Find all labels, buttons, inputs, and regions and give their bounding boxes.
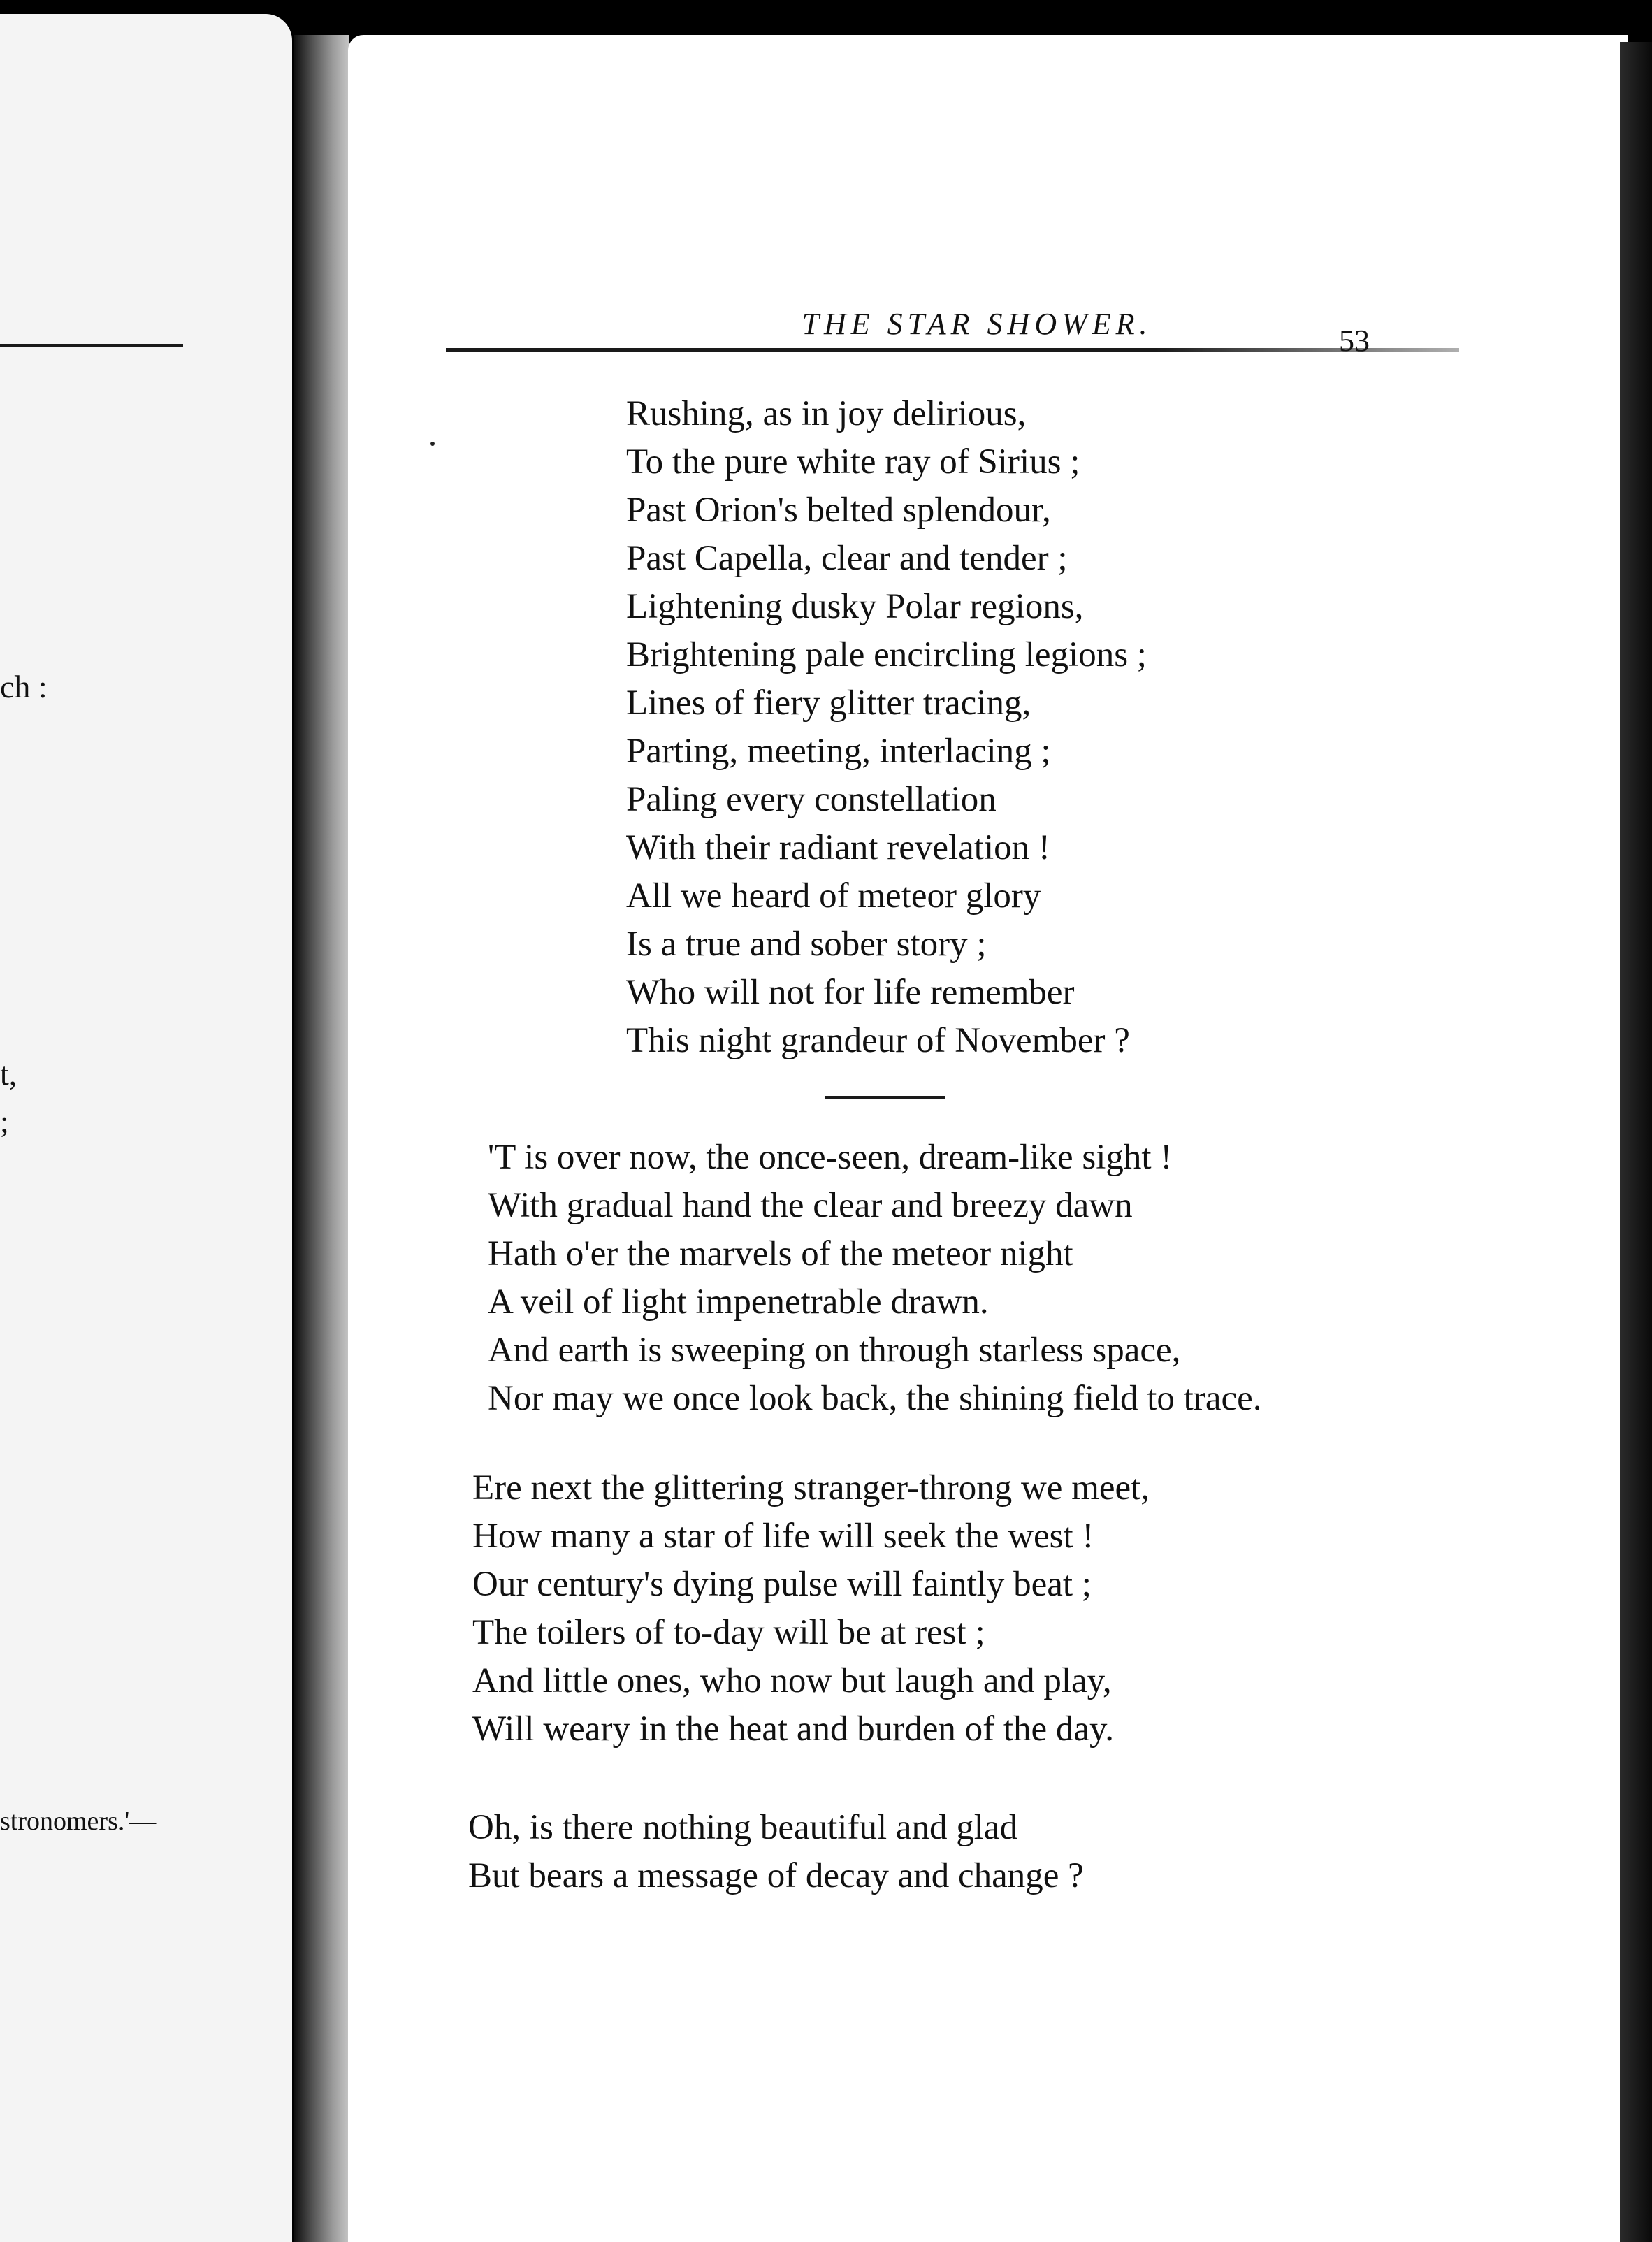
- verse-line: Hath o'er the marvels of the meteor night: [488, 1234, 1073, 1273]
- stanza-4: [468, 1804, 1084, 1900]
- verse-line: Who will not for life remember: [626, 973, 1075, 1012]
- verse-line: With gradual hand the clear and breezy dawn: [488, 1186, 1133, 1225]
- verse-line: Brightening pale encircling legions ;: [626, 635, 1147, 674]
- verse-line: And little ones, who now but laugh and play,: [472, 1661, 1112, 1700]
- verse-line: Rushing, as in joy delirious,: [626, 394, 1027, 433]
- verse-line: To the pure white ray of Sirius ;: [626, 442, 1080, 482]
- verse-line: 'T is over now, the once-seen, dream-like sight !: [488, 1138, 1173, 1177]
- verse-line: This night grandeur of November ?: [626, 1021, 1130, 1060]
- verse-line: But bears a message of decay and change ?: [468, 1856, 1084, 1895]
- left-text-fragment: t,: [0, 1056, 17, 1092]
- verse-line: And earth is sweeping on through starless space,: [488, 1331, 1181, 1370]
- paper-speck: [430, 442, 435, 446]
- verse-line: Past Capella, clear and tender ;: [626, 539, 1068, 578]
- stanza-1: [626, 390, 1147, 1065]
- verse-line: The toilers of to-day will be at rest ;: [472, 1613, 985, 1652]
- verse-line: All we heard of meteor glory: [626, 876, 1041, 916]
- verse-line: How many a star of life will seek the west !: [472, 1517, 1094, 1556]
- verse-line: A veil of light impenetrable drawn.: [488, 1282, 989, 1322]
- page-number: 53: [1339, 324, 1370, 358]
- verse-line: Oh, is there nothing beautiful and glad: [468, 1808, 1018, 1847]
- verse-line: Our century's dying pulse will faintly beat ;: [472, 1565, 1092, 1604]
- right-page: [348, 35, 1628, 2242]
- verse-line: Is a true and sober story ;: [626, 925, 987, 964]
- verse-line: Will weary in the heat and burden of the day.: [472, 1709, 1114, 1749]
- verse-line: Parting, meeting, interlacing ;: [626, 732, 1051, 771]
- section-divider: [825, 1096, 945, 1099]
- book-gutter: [294, 35, 349, 2242]
- header-rule: [446, 348, 1459, 352]
- left-facing-page: [0, 14, 292, 2242]
- page-edge-shadow: [1620, 42, 1652, 2242]
- stanza-2: [488, 1134, 1261, 1423]
- left-text-fragment: ch :: [0, 669, 48, 704]
- left-page-rule: [0, 344, 183, 347]
- verse-line: Lightening dusky Polar regions,: [626, 587, 1084, 626]
- left-text-fragment: stronomers.'—: [0, 1807, 157, 1836]
- left-text-fragment: ;: [0, 1104, 9, 1139]
- verse-line: Ere next the glittering stranger-throng we meet,: [472, 1468, 1150, 1507]
- verse-line: With their radiant revelation !: [626, 828, 1050, 867]
- running-head: THE STAR SHOWER.: [802, 307, 1152, 341]
- verse-line: Paling every constellation: [626, 780, 997, 819]
- stanza-3: [472, 1464, 1150, 1753]
- verse-line: Nor may we once look back, the shining field to trace.: [488, 1379, 1262, 1418]
- verse-line: Lines of fiery glitter tracing,: [626, 684, 1031, 723]
- verse-line: Past Orion's belted splendour,: [626, 491, 1051, 530]
